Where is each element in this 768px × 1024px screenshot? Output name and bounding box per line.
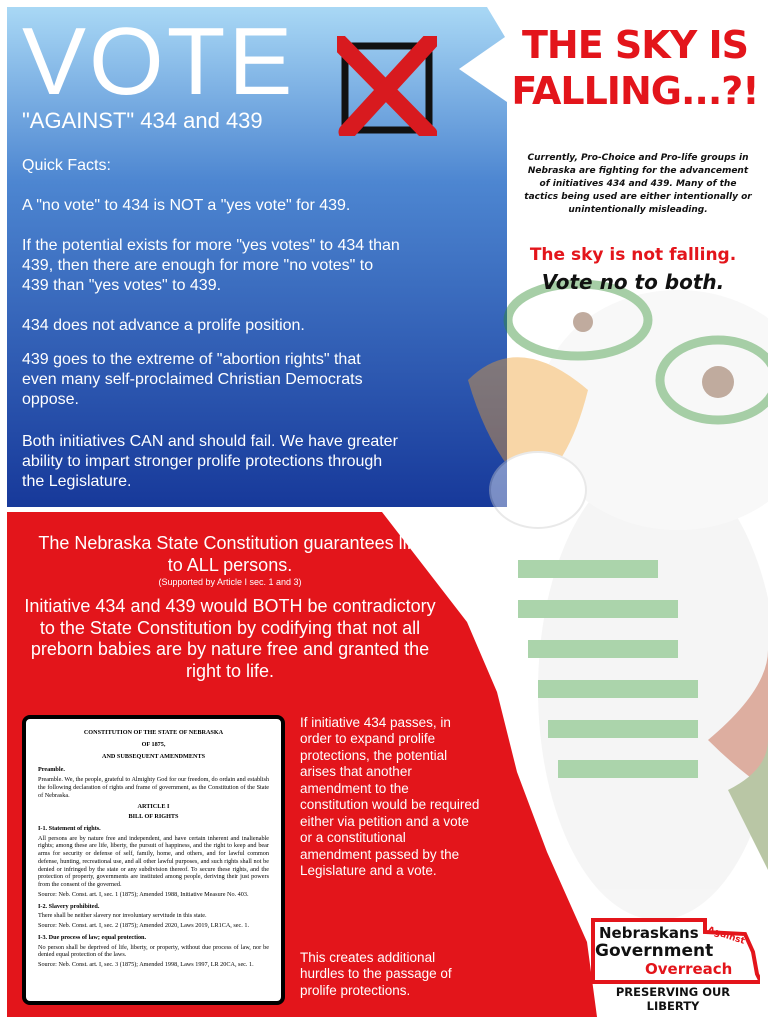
fact-item: A "no vote" to 434 is NOT a "yes vote" for 439. [22, 197, 351, 214]
doc-s3-source: Source: Neb. Const. art. I, sec. 3 (1875); Amended 1998, Laws 1997, LR 20CA, sec. 1. [38, 961, 254, 968]
fact-item: Both initiatives CAN and should fail. We have greater ability to impart stronger prolife protections through the Legislature. [22, 433, 398, 490]
doc-s3-heading: I-3. Due process of law; equal protection. [38, 933, 147, 941]
sky-not-falling: The sky is not falling. [529, 245, 737, 265]
constitution-document [22, 715, 285, 1005]
doc-s2-heading: I-2. Slavery prohibited. [38, 902, 100, 910]
constitution-heading: The Nebraska State Constitution guarantees life to ALL persons. [38, 533, 422, 575]
doc-article: ARTICLE I [137, 803, 170, 811]
quick-facts-heading: Quick Facts: [22, 157, 111, 174]
doc-title: CONSTITUTION OF THE STATE OF NEBRASKA [83, 729, 224, 736]
doc-preamble: Preamble. We, the people, grateful to Almighty God for our freedom, do ordain and establish the following declaration of rights and frame of government, as the Constitution of the State of Nebraska. [38, 776, 269, 799]
vote-subtitle: "AGAINST" 434 and 439 [22, 108, 263, 133]
doc-s1: All persons are by nature free and independent, and have certain inherent and inalienable rights; among these are life, liberty, the pursuit of happiness, and the right to keep and bear arms for security or defense of self, family, home, and others, and for lawful common defense, hunting, recreational use, and all other lawful purposes, and such rights shall not be denied or infringed by the state or any subdivision thereof. To secure these rights, and the protection of property, governments are instituted among people, deriving their just powers from the consent of the governed. [38, 834, 269, 888]
logo-line2: Government [595, 941, 714, 961]
vote-no-both: Vote no to both. [541, 270, 725, 294]
sky-body-text: Currently, Pro-Choice and Pro-life groups in Nebraska are fighting for the advancement of initiatives 434 and 439. Many of the tactics being used are either intentionally or unintentionally misleading. [524, 153, 752, 216]
doc-s3: No person shall be deprived of life, liberty, or property, without due process of law, nor be denied equal protection of the laws. [38, 943, 269, 959]
logo-line1: Nebraskans [599, 924, 699, 942]
vote-title: VOTE [22, 8, 296, 115]
fact-item: 434 does not advance a prolife position. [22, 317, 305, 334]
fact-item: If the potential exists for more "yes votes" to 434 than 439, then there are enough for more "no votes" to 439 than "yes votes" to 439. [22, 237, 400, 294]
fact-item: 439 goes to the extreme of "abortion rights" that even many self-proclaimed Christian Democrats oppose. [22, 351, 363, 408]
constitution-side-text-2: This creates additional hurdles to the passage of prolife protections. [300, 950, 452, 998]
doc-s2-source: Source: Neb. Const. art. I, sec. 2 (1875); Amended 2020, Laws 2019, LR1CA, sec. 1. [38, 922, 250, 929]
doc-s1-heading: I-1. Statement of rights. [38, 824, 101, 832]
doc-preamble-heading: Preamble. [38, 766, 65, 774]
doc-s1-source: Source: Neb. Const. art. I, sec. 1 (1875); Amended 1988, Initiative Measure No. 403. [38, 890, 249, 898]
checkbox-x-icon [337, 36, 437, 136]
doc-bill: BILL OF RIGHTS [128, 813, 179, 820]
constitution-main-text: Initiative 434 and 439 would BOTH be contradictory to the State Constitution by codifying that not all preborn babies are by nature free and granted the right to life. [24, 596, 436, 681]
doc-amend: AND SUBSEQUENT AMENDMENTS [101, 752, 206, 760]
logo-line3: Overreach [645, 960, 733, 978]
logo-tagline: PRESERVING OUR LIBERTY [615, 985, 731, 1013]
sky-falling-title: THE SKY IS FALLING...?! [511, 23, 759, 114]
doc-year: OF 1875, [141, 740, 166, 748]
doc-s2: There shall be neither slavery nor involuntary servitude in this state. [38, 912, 207, 920]
constitution-note: (Supported by Article I sec. 1 and 3) [158, 577, 302, 587]
logo-against: Against [706, 925, 746, 947]
constitution-side-text: If initiative 434 passes, in order to expand prolife protections, the potential arises that another amendment to the constitution would be required either via petition and a vote or a constitutional amendment passed by the Legislature and a vote. [300, 715, 480, 879]
